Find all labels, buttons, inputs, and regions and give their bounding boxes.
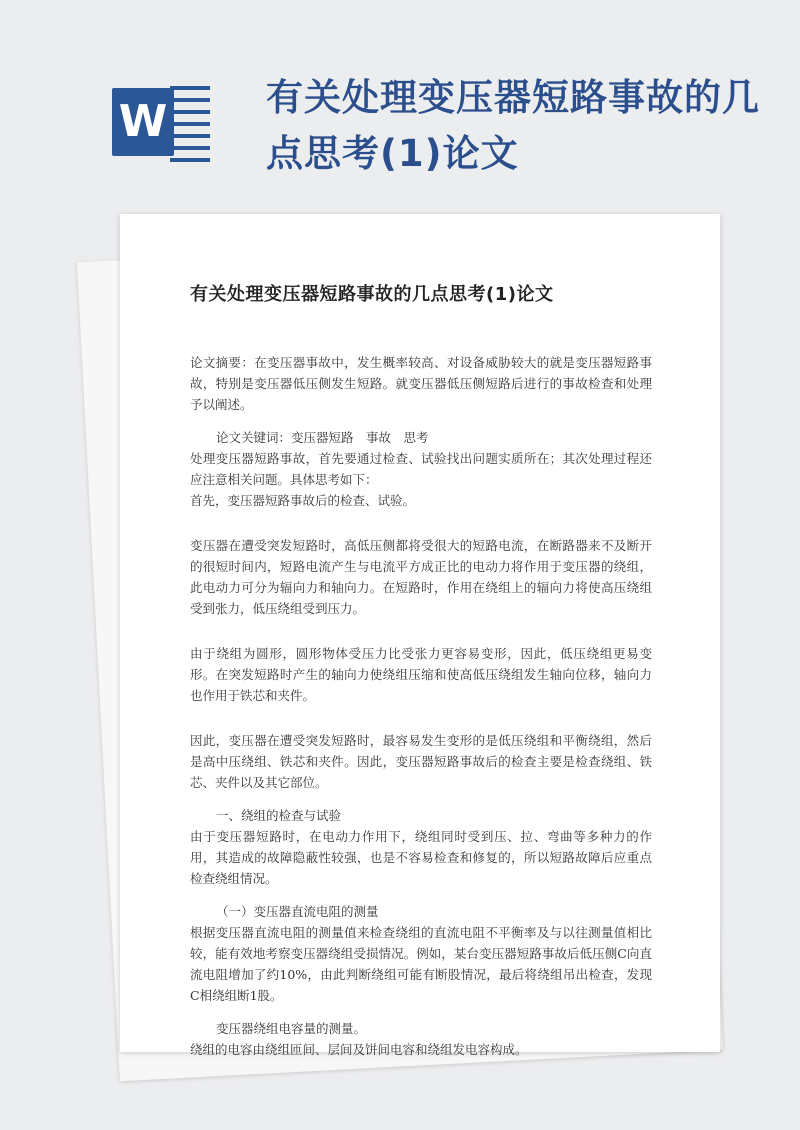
page-header [0, 0, 800, 200]
body-paragraph: 绕组的电容由绕组匝间、层间及饼间电容和绕组发电容构成。 [190, 1042, 528, 1057]
word-letter-badge: W [112, 88, 174, 156]
paper-title: 有关处理变压器短路事故的几点思考(1)论文 [190, 284, 554, 305]
section-heading: 一、绕组的检查与试验 [216, 808, 342, 823]
subsection-heading: （一）变压器直流电阻的测量 [216, 904, 379, 919]
body-paragraph: 由于绕组为圆形，圆形物体受压力比受张力更容易变形，因此，低压绕组更易变形。在突发短路时产生的轴向力使绕组压缩和使高低压绕组发生轴向位移，轴向力也作用于铁芯和夹件。 [190, 646, 652, 703]
document-body [190, 280, 652, 1060]
subsection-heading: 变压器绕组电容量的测量。 [216, 1021, 367, 1036]
body-paragraph: 因此，变压器在遭受突发短路时，最容易发生变形的是低压绕组和平衡绕组，然后是高中压绕组、铁芯和夹件。因此，变压器短路事故后的检查主要是检查绕组、铁芯、夹件以及其它部位。 [190, 733, 652, 790]
body-paragraph: 首先，变压器短路事故后的检查、试验。 [190, 493, 416, 508]
keywords-paragraph: 论文关键词：变压器短路 事故 思考 [216, 430, 429, 445]
body-paragraph: 由于变压器短路时，在电动力作用下，绕组同时受到压、拉、弯曲等多种力的作用，其造成的故障隐蔽性较强，也是不容易检查和修复的，所以短路故障后应重点检查绕组情况。 [190, 829, 652, 886]
body-paragraph: 处理变压器短路事故，首先要通过检查、试验找出问题实质所在；其次处理过程还应注意相关问题。具体思考如下： [190, 451, 652, 487]
document-page [120, 214, 720, 1057]
body-paragraph: 变压器在遭受突发短路时，高低压侧都将受很大的短路电流，在断路器来不及断开的很短时间内，短路电流产生与电流平方成正比的电动力将作用于变压器的绕组，此电动力可分为辐向力和轴向力。在短路时，作用在绕组上的辐向力将使高压绕组受到张力，低压绕组受到压力。 [190, 538, 652, 616]
word-document-icon [112, 78, 216, 166]
abstract-paragraph: 论文摘要：在变压器事故中，发生概率较高、对设备威胁较大的就是变压器短路事故，特别是变压器低压侧发生短路。就变压器低压侧短路后进行的事故检查和处理予以阐述。 [190, 355, 652, 412]
document-header-title: 有关处理变压器短路事故的几点思考(1)论文 [266, 76, 760, 175]
body-paragraph: 根据变压器直流电阻的测量值来检查绕组的直流电阻不平衡率及与以往测量值相比较，能有效地考察变压器绕组受损情况。例如，某台变压器短路事故后低压侧C向直流电阻增加了约10%，由此判断绕组可能有断股情况，最后将绕组吊出检查，发现C相绕组断1股。 [190, 925, 652, 1003]
